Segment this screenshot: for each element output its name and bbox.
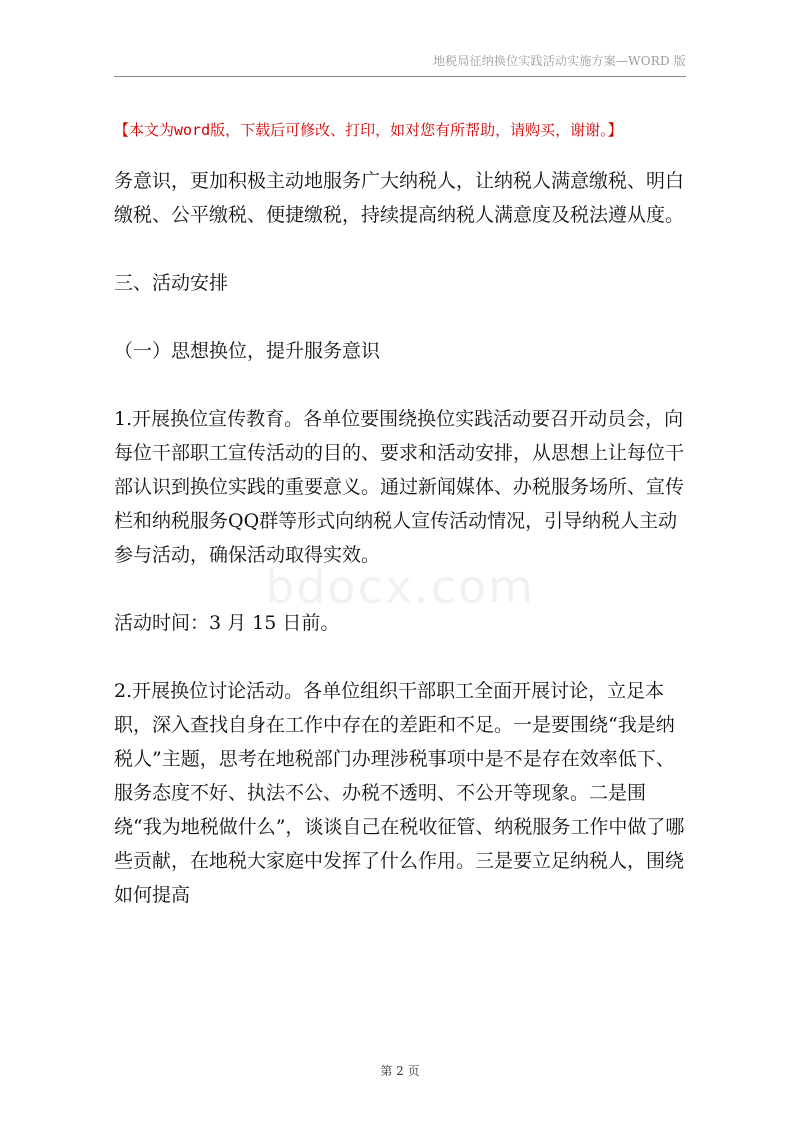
paragraph-continuation: 务意识，更加积极主动地服务广大纳税人，让纳税人满意缴税、明白缴税、公平缴税、便捷缴税，持续提高纳税人满意度及税法遵从度。 bbox=[114, 170, 685, 226]
paragraph-activity-time: 活动时间：3 月 15 日前。 bbox=[114, 612, 340, 634]
subsection-heading-thought-transposition: （一）思想换位，提升服务意识 bbox=[114, 340, 381, 362]
paragraph-item-1: 1.开展换位宣传教育。各单位要围绕换位实践活动要召开动员会，向每位干部职工宣传活动的目的、要求和活动安排，从思想上让每位干部认识到换位实践的重要意义。通过新闻媒体、办税服务场所、宣传栏和纳税服务QQ群等形式向纳税人宣传活动情况，引导纳税人主动参与活动，确保活动取得实效。 bbox=[114, 408, 685, 566]
page-header: 地税局征纳换位实践活动实施方案—WORD 版 bbox=[432, 54, 686, 68]
paragraph-item-2: 2.开展换位讨论活动。各单位组织干部职工全面开展讨论，立足本职，深入查找自身在工作中存在的差距和不足。一是要围绕“我是纳税人”主题，思考在地税部门办理涉税事项中是不是存在效率低下、服务态度不好、执法不公、办税不透明、不公开等现象。二是围绕“我为地税做什么”，谈谈自己在税收征管、纳税服务工作中做了哪些贡献，在地税大家庭中发挥了什么作用。三是要立足纳税人，围绕如何提高 bbox=[114, 680, 685, 906]
header-divider bbox=[114, 76, 686, 77]
document-body bbox=[114, 164, 688, 912]
purchase-notice: 【本文为word版，下载后可修改、打印，如对您有所帮助，请购买，谢谢。】 bbox=[114, 121, 623, 139]
watermark: bdocx.com bbox=[265, 560, 535, 614]
section-heading-activity-arrangement: 三、活动安排 bbox=[114, 272, 229, 294]
page-number: 第 2 页 bbox=[380, 1064, 420, 1078]
